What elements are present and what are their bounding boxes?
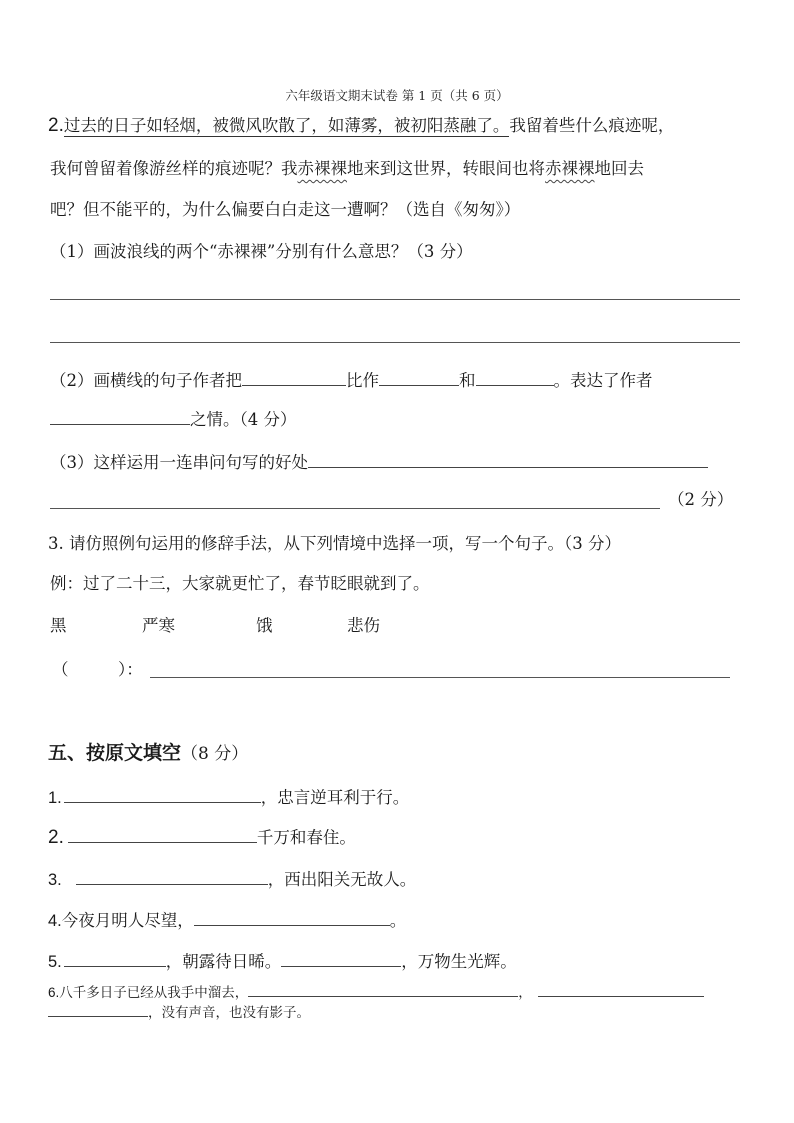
q3-example: 例：过了二十三，大家就更忙了，春节眨眼就到了。 [50, 574, 430, 593]
q2-sub2-line1 [50, 367, 653, 392]
q3-option-4: 悲伤 [347, 616, 380, 635]
q3-prompt: 3. 请仿照例句运用的修辞手法，从下列情境中选择一项，写一个句子。（3 分） [48, 534, 621, 553]
q2-line3: 吧？但不能平的，为什么偏要白白走这一遭啊？（选自《匆匆》） [50, 200, 521, 219]
s5-item-number: 1. [48, 789, 62, 807]
fill-blank[interactable] [48, 1002, 148, 1017]
q2-sub3-text: （3）这样运用一连串问句写的好处 [50, 453, 308, 472]
s5-item-text: 千万和春住。 [256, 828, 356, 847]
q2-line2 [50, 158, 644, 180]
q2-line1-rest: 我留着些什么痕迹呢， [509, 116, 675, 135]
s5-item-text: ，朝露待日晞。 [165, 952, 282, 971]
s5-item-number: 2. [48, 827, 64, 848]
s5-item-1 [48, 784, 409, 809]
s5-item-text: 。 [389, 911, 407, 930]
s5-item-6 [48, 982, 704, 1002]
q2-line2-text-b: 地来到这世界，转眼间也将 [347, 159, 545, 178]
s5-item-prefix: 八千多日子已经从我手中溜去， [59, 985, 249, 1001]
fill-blank[interactable] [64, 784, 261, 803]
fill-blank[interactable] [308, 449, 708, 468]
s5-item-text: ，西出阳关无故人。 [267, 870, 417, 889]
s5-item-6-line2 [48, 1002, 310, 1022]
q2-line2-text-a: 我何曾留着像游丝样的痕迹呢？我 [50, 159, 298, 178]
s5-item-prefix: 今夜月明人尽望， [61, 911, 194, 930]
s5-item-number: 3. [48, 871, 62, 889]
answer-line[interactable] [150, 677, 730, 678]
q2-sub2-text-a: （2）画横线的句子作者把 [50, 371, 242, 390]
q2-sub2-text-d: 。表达了作者 [553, 371, 653, 390]
q2-number: 2. [48, 115, 64, 136]
q2-line1 [48, 115, 674, 137]
q2-sub3-points: （2 分） [668, 490, 734, 509]
q3-option-3: 饿 [256, 616, 273, 635]
q2-underlined-sentence: 过去的日子如轻烟，被微风吹散了，如薄雾，被初阳蒸融了。 [63, 116, 510, 135]
q2-wavy-word-1: 赤裸裸 [297, 159, 347, 178]
q2-sub2-text-b: 比作 [346, 371, 379, 390]
s5-item-text: ，万物生光辉。 [401, 952, 517, 971]
q3-answer-label: （ ）： [52, 660, 143, 679]
q2-sub1: （1）画波浪线的两个“赤裸裸”分别有什么意思？（3 分） [50, 242, 473, 261]
q2-line2-text-c: 地回去 [594, 159, 644, 178]
q2-sub2-text-e: 之情。（4 分） [190, 410, 297, 429]
fill-blank[interactable] [281, 948, 401, 967]
s5-item-text: ，忠言逆耳利于行。 [260, 788, 410, 807]
s5-item-4 [48, 907, 406, 932]
q2-wavy-word-2: 赤裸裸 [545, 159, 595, 178]
fill-blank[interactable] [242, 367, 346, 386]
page-header: 六年级语文期末试卷 第 1 页（共 6 页） [285, 88, 509, 103]
s5-item-2 [48, 824, 356, 849]
s5-item-number: 4. [48, 912, 62, 930]
answer-line[interactable] [50, 299, 740, 300]
answer-line[interactable] [50, 508, 660, 509]
s5-item-text: ， [518, 985, 532, 1001]
s5-item-number: 5. [48, 953, 62, 971]
q2-sub2-text-c: 和 [459, 371, 476, 390]
s5-item-5 [48, 948, 517, 973]
fill-blank[interactable] [68, 824, 257, 843]
fill-blank[interactable] [538, 982, 704, 997]
fill-blank[interactable] [379, 367, 459, 386]
section-5-title-text: 五、按原文填空 [48, 742, 182, 764]
q3-option-2: 严寒 [142, 616, 175, 635]
fill-blank[interactable] [76, 866, 268, 885]
section-5-title [48, 738, 248, 765]
answer-line[interactable] [50, 342, 740, 343]
fill-blank[interactable] [194, 907, 390, 926]
fill-blank[interactable] [50, 406, 190, 425]
fill-blank[interactable] [248, 982, 518, 997]
s5-item-3 [48, 866, 416, 891]
q2-sub2-line2 [50, 406, 297, 431]
q2-sub3 [50, 449, 708, 474]
s5-item-text: ，没有声音，也没有影子。 [148, 1005, 310, 1021]
section-5-points: （8 分） [181, 744, 249, 764]
q3-option-1: 黑 [50, 616, 67, 635]
fill-blank[interactable] [476, 367, 554, 386]
fill-blank[interactable] [64, 948, 166, 967]
s5-item-number: 6. [48, 985, 60, 1000]
